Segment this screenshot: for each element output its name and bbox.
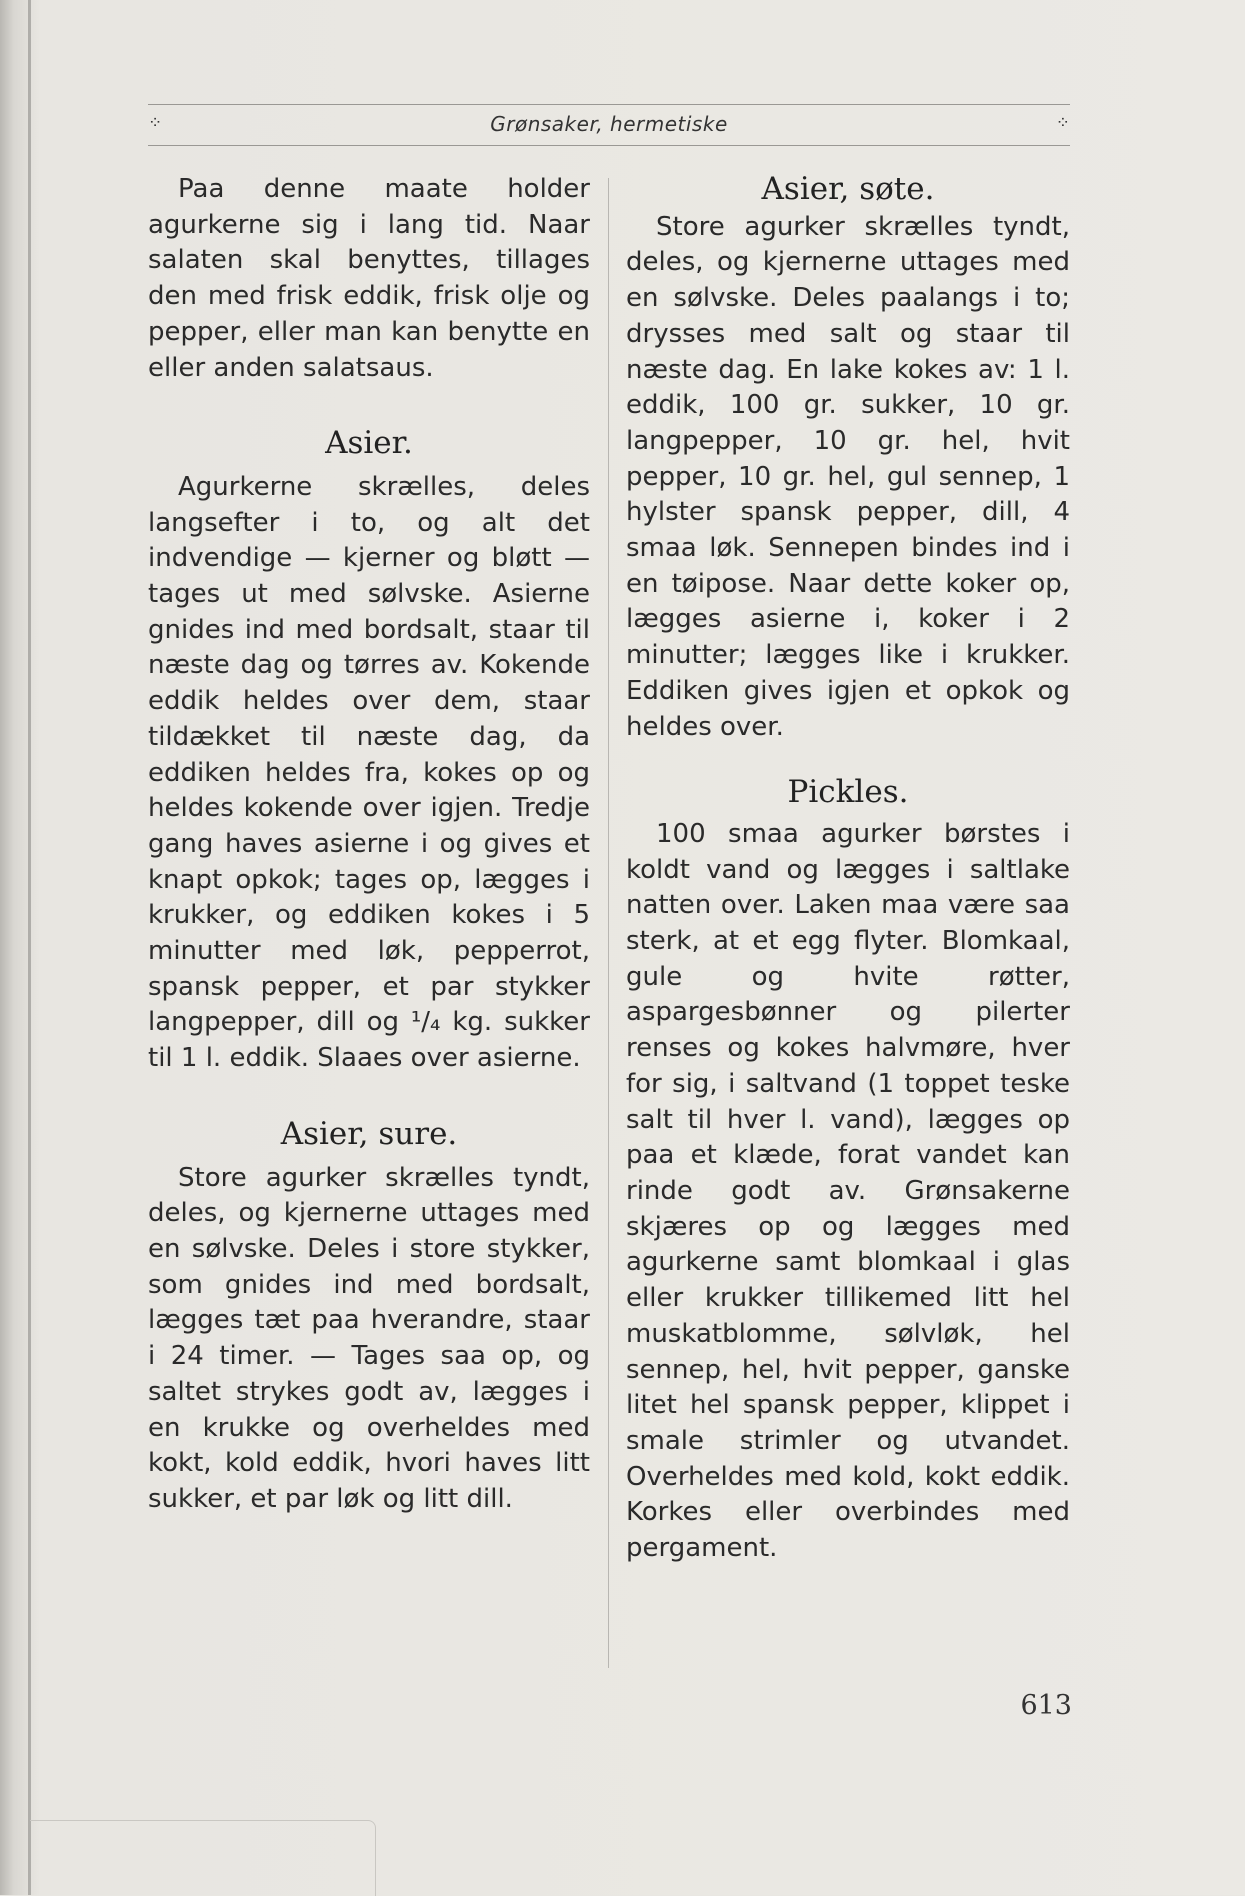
recipe-text-asier: Agurkerne skrælles, deles langsefter i to, og alt det indvendige — kjerner og bløtt — tages ut med sølvske. Asierne gnides ind med bordsalt, staar til næste dag og tørres av. Kokende eddik heldes over dem, staar tildækket til næste dag, da eddiken heldes fra, kokes op og heldes kokende over igjen. Tredje gang haves asierne i og gives et knapt opkok; tages op, lægges i krukker, og eddiken kokes i 5 minutter med løk, pepperrot, spansk pepper, et par stykker langpepper, dill og ¹/₄ kg. sukker til 1 l. eddik. Slaaes over asierne. (148, 471, 590, 1074)
column-divider (608, 178, 609, 1668)
recipe-heading-asier: Asier. (325, 425, 413, 462)
binding-edge (28, 0, 31, 1895)
page-number: 613 (1020, 1690, 1072, 1721)
recipe-text-asier-sure: Store agurker skrælles tyndt, deles, og kjernerne uttages med en sølvske. Deles i store stykker, som gnides ind med bordsalt, lægges tæt paa hverandre, staar i 24 timer. — Tages saa op, og saltet strykes godt av, lægges i en krukke og overheldes med kokt, kold eddik, hvori haves litt sukker, et par løk og litt dill. (148, 1162, 590, 1514)
recipe-text-pickles: 100 smaa agurker børstes i koldt vand og lægges i saltlake natten over. Laken maa være saa sterk, at et egg flyter. Blomkaal, gule og hvite røtter, aspargesbønner og pilerter renses og kokes halvmøre, hver for sig, i saltvand (1 toppet teske salt til hver l. vand), lægges op paa et klæde, forat vandet kan rinde godt av. Grønsakerne skjæres op og lægges med agurkerne samt blomkaal i glas eller krukker tillikemed litt hel muskatblomme, sølvløk, hel sennep, hel, hvit pepper, ganske litet hel spansk pepper, klippet i smale strimler og utvandet. Overheldes med kold, kokt eddik. Korkes eller overbindes med pergament. (626, 818, 1070, 1564)
recipe-heading-asier-sote: Asier, søte. (761, 171, 935, 207)
ornament-right-icon: ⁘ (1055, 113, 1070, 133)
right-column (626, 172, 1070, 1567)
running-header (148, 104, 1070, 146)
recipe-text-asier-sote: Store agurker skrælles tyndt, deles, og kjernerne uttages med en sølvske. Deles paalangs i to; drysses med salt og staar til næste dag. En lake kokes av: 1 l. eddik, 100 gr. sukker, 10 gr. langpepper, 10 gr. hel, hvit pepper, 10 gr. hel, gul sennep, 1 hylster spansk pepper, dill, 4 smaa løk. Sennepen bindes ind i en tøipose. Naar dette koker op, lægges asierne i, koker i 2 minutter; lægges like i krukker. Eddiken gives igjen et opkok og heldes over. (626, 211, 1070, 742)
intro-paragraph: Paa denne maate holder agurkerne sig i lang tid. Naar salaten skal benyttes, tillages den med frisk eddik, frisk olje og pepper, eller man kan benytte en eller anden salatsaus. (148, 174, 590, 383)
recipe-heading-pickles: Pickles. (787, 774, 909, 811)
left-column (148, 172, 590, 1518)
recipe-heading-asier-sure: Asier, sure. (280, 1115, 458, 1152)
running-header-title: Grønsaker, hermetiske (490, 112, 728, 136)
ornament-left-icon: ⁘ (148, 113, 163, 133)
page-tab-outline (30, 1820, 376, 1896)
